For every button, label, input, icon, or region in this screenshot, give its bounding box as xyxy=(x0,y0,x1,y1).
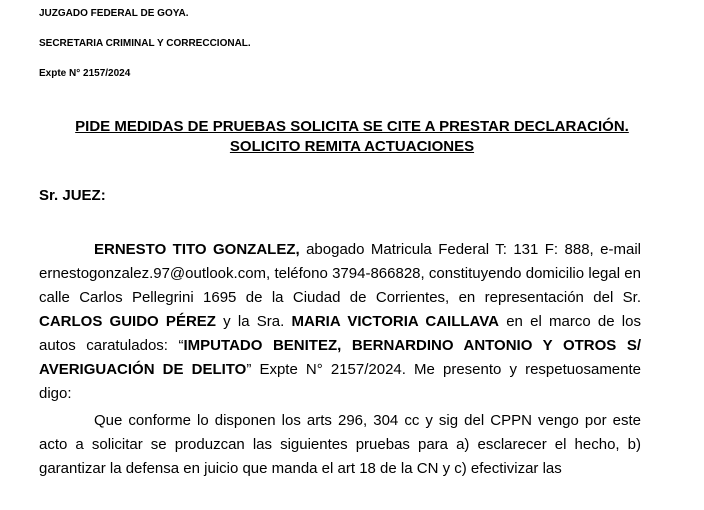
title-line-2: SOLICITO REMITA ACTUACIONES xyxy=(229,138,475,155)
document-title xyxy=(30,117,674,157)
paragraph-request: Que conforme lo disponen los arts 296, 304 cc y sig del CPPN vengo por este acto a solicitar se produzcan las siguientes pruebas para a) esclarecer el hecho, b) garantizar la defensa en juicio que manda el art 18 de la CN y c) efectivizar las xyxy=(39,412,641,477)
file-number: Expte N° 2157/2024 xyxy=(39,68,131,79)
paragraph1-text-a: abogado Matricula Federal T: 131 F: 888, e-mail ernestogonzalez.97@outlook.com, teléfono 3794-866828, constituyendo domicilio legal en calle Carlos Pellegrini 1695 de la Ciudad de Corrientes, en representación del Sr. xyxy=(39,241,642,306)
paragraph1-text-d: ” Expte N° 2157/2024. Me presento y respetuosamente digo: xyxy=(39,361,642,402)
client-name-1: CARLOS GUIDO PÉREZ xyxy=(39,313,216,330)
court-name: JUZGADO FEDERAL DE GOYA. xyxy=(39,8,189,19)
paragraph1-text-b: y la Sra. xyxy=(215,313,292,330)
paragraph-presentation xyxy=(39,238,641,406)
secretariat-name: SECRETARIA CRIMINAL Y CORRECCIONAL. xyxy=(39,38,251,49)
client-name-2: MARIA VICTORIA CAILLAVA xyxy=(291,313,499,330)
case-title: IMPUTADO BENITEZ, BERNARDINO ANTONIO Y OTROS S/ AVERIGUACIÓN DE DELITO xyxy=(39,337,641,378)
paragraph1-text-c: en el marco de los autos caratulados: “ xyxy=(39,313,641,354)
salutation: Sr. JUEZ: xyxy=(39,187,106,204)
document-body xyxy=(39,238,641,481)
lawyer-name: ERNESTO TITO GONZALEZ, xyxy=(94,241,300,258)
title-line-1: PIDE MEDIDAS DE PRUEBAS SOLICITA SE CITE A PRESTAR DECLARACIÓN. xyxy=(75,118,629,135)
